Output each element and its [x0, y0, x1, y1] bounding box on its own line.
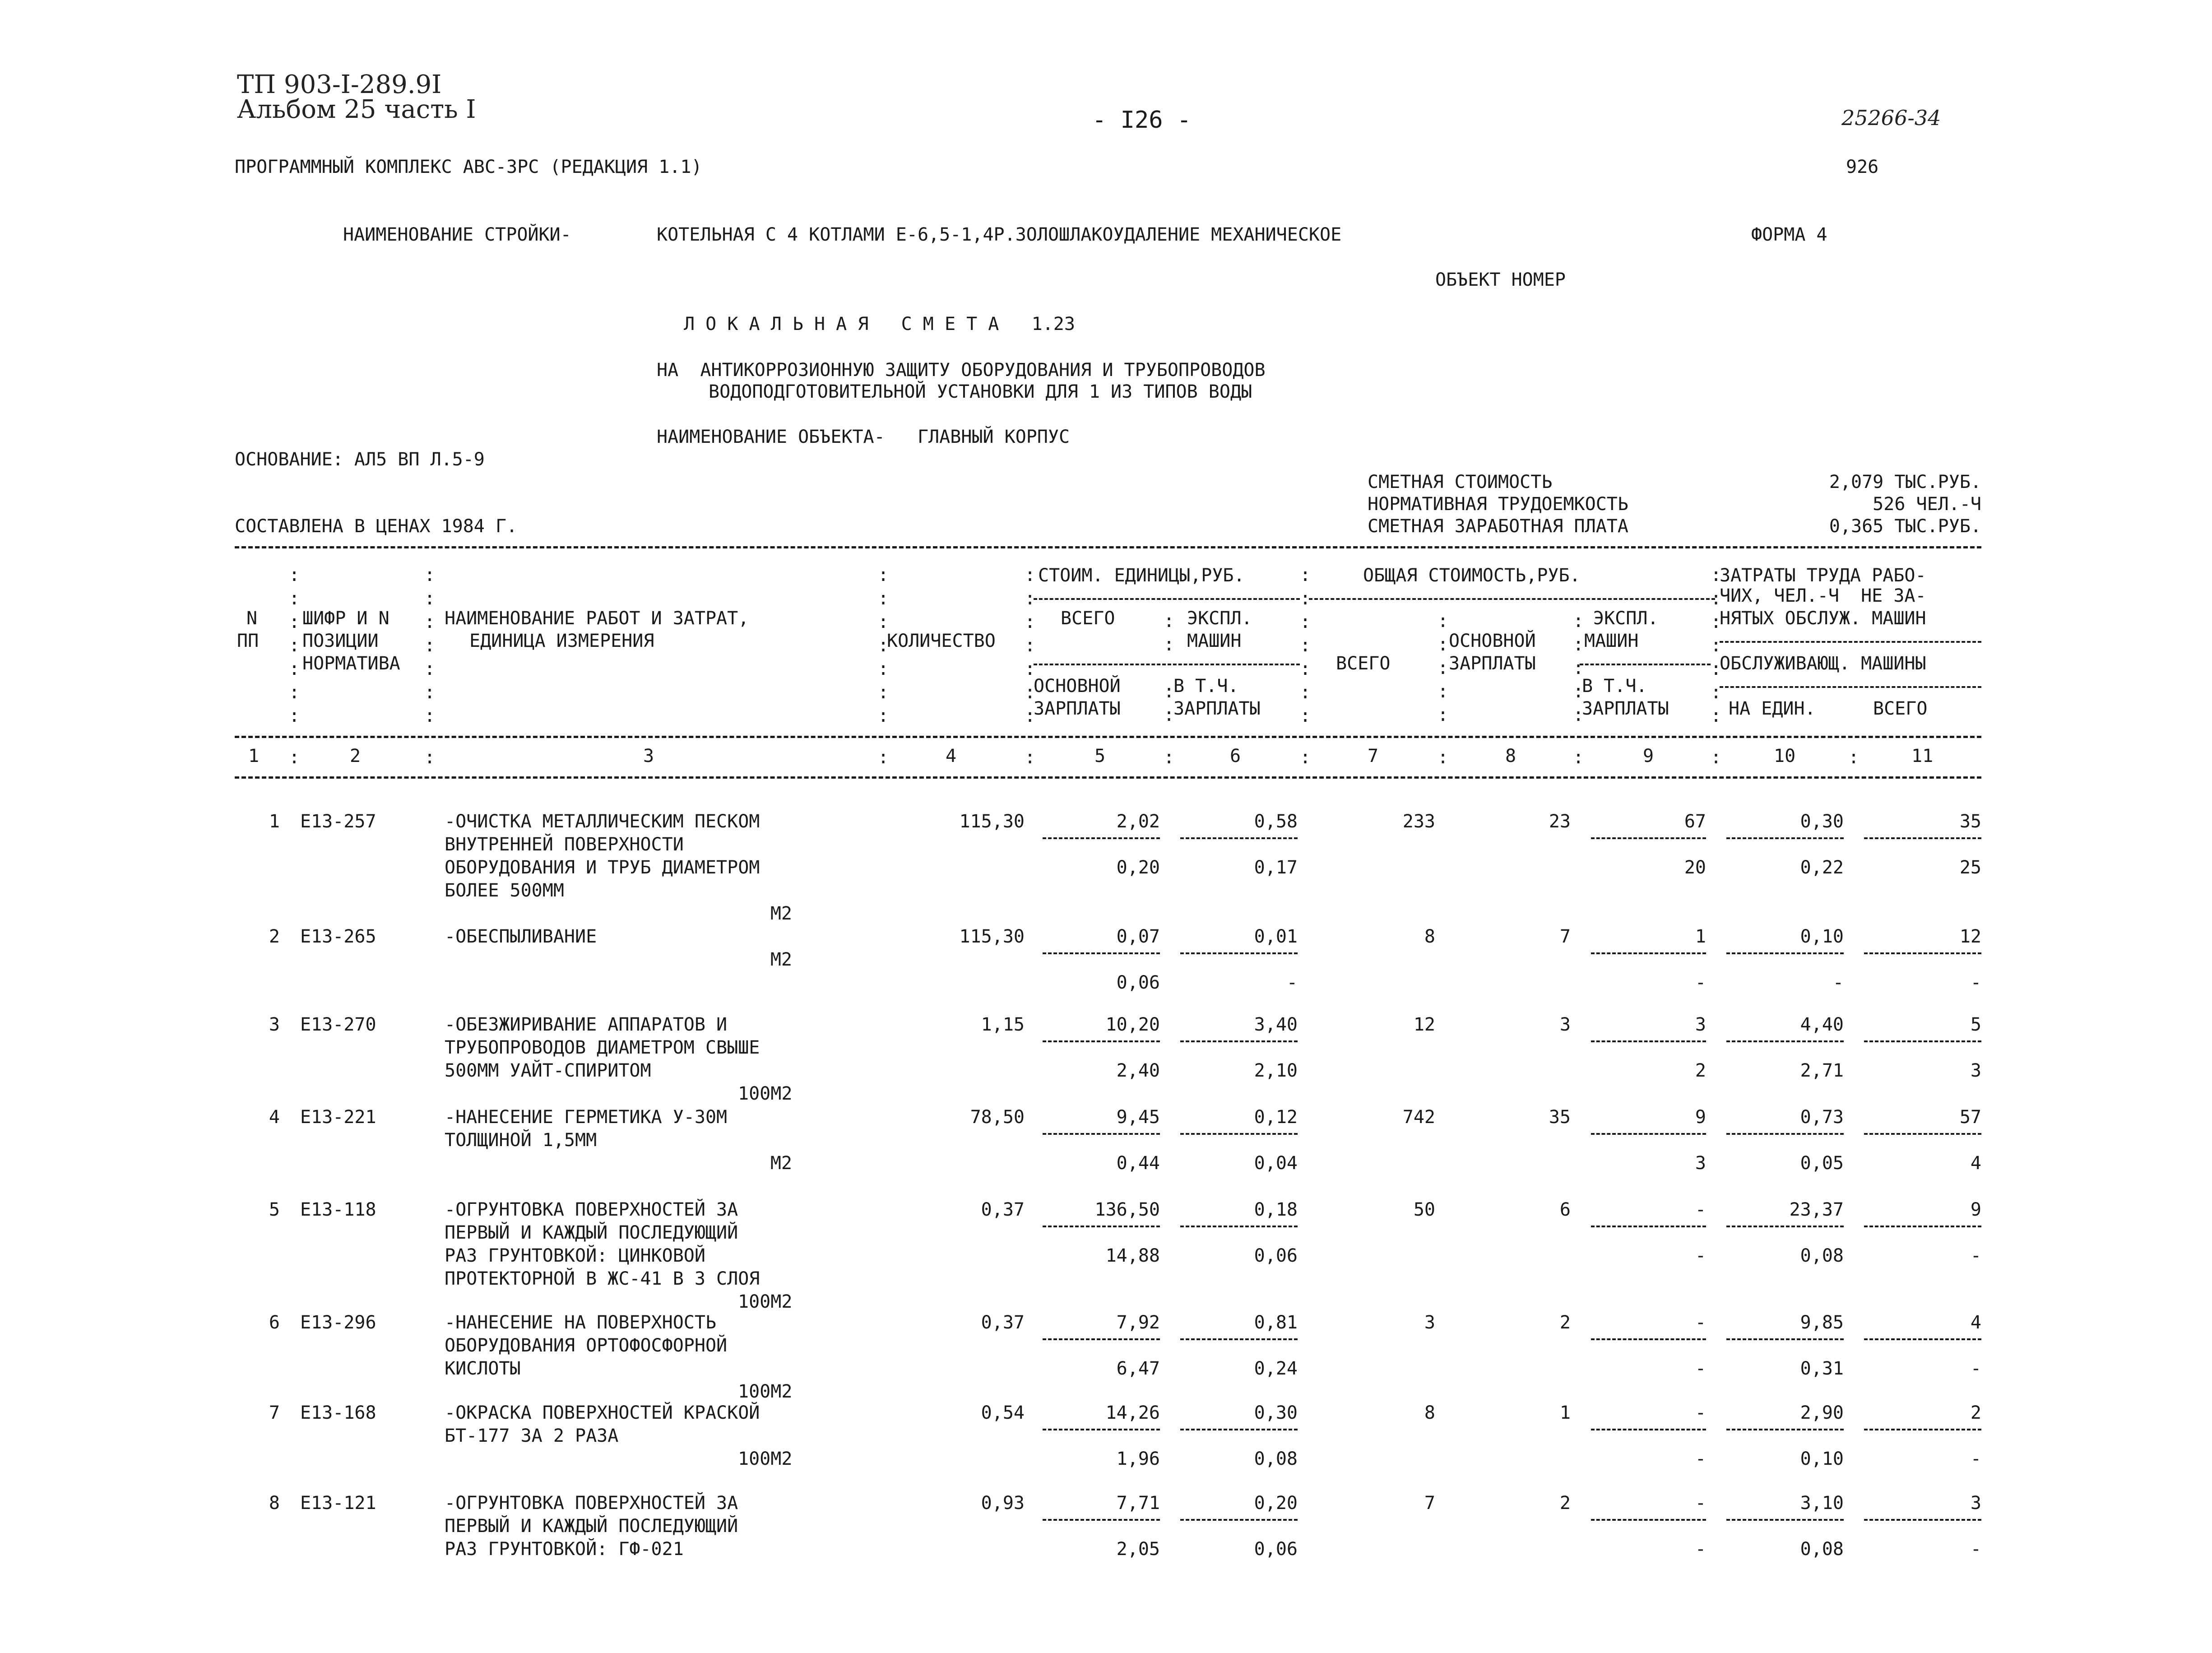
- row-unit: М2: [770, 949, 792, 970]
- row-cell-c6: 0,81: [1254, 1312, 1298, 1333]
- header-labor: ЗАТРАТЫ ТРУДА РАБО-: [1720, 565, 1926, 586]
- cell-divider: [1180, 952, 1298, 954]
- row-cell-c7: 12: [1413, 1014, 1435, 1035]
- column-separator: : : : : : : :: [424, 565, 436, 726]
- row-code: Е13-168: [300, 1402, 376, 1423]
- row-unit: 100М2: [738, 1381, 793, 1402]
- row-cell-c7: 8: [1424, 1402, 1435, 1423]
- cell-divider: [1726, 837, 1844, 839]
- header-quantity: КОЛИЧЕСТВО: [887, 631, 996, 651]
- row-name-line: КИСЛОТЫ: [445, 1358, 521, 1379]
- cell-divider: [1726, 1519, 1844, 1521]
- header-labor: ЧИХ, ЧЕЛ.-Ч НЕ ЗА-: [1720, 585, 1926, 606]
- header-unit-machine-wages: ЗАРПЛАТЫ: [1173, 698, 1261, 719]
- row-cell-c9-wages: -: [1695, 1449, 1706, 1469]
- row-cell-c6: 3,40: [1254, 1014, 1298, 1035]
- header-unit-total: ВСЕГО: [1061, 608, 1115, 629]
- row-cell-c11-maint: -: [1970, 1245, 1981, 1266]
- row-code: Е13-118: [300, 1199, 376, 1220]
- row-cell-c10: 0,10: [1800, 926, 1844, 947]
- cell-divider: [1180, 1040, 1298, 1042]
- header-unit-machine-wages: В Т.Ч.: [1173, 676, 1239, 696]
- cell-divider: [1180, 837, 1298, 839]
- row-cell-c5: 7,92: [1116, 1312, 1160, 1333]
- row-cell-c6: 0,18: [1254, 1199, 1298, 1220]
- cell-divider: [1591, 1519, 1706, 1521]
- row-number: 6: [269, 1312, 280, 1333]
- row-cell-c11-maint: -: [1970, 1449, 1981, 1469]
- column-number: 9: [1643, 746, 1654, 766]
- cell-divider: [1043, 1226, 1160, 1227]
- row-name-line: -ОБЕСПЫЛИВАНИЕ: [445, 926, 597, 947]
- rule: [1720, 641, 1981, 643]
- row-cell-c10: 4,40: [1800, 1014, 1844, 1035]
- row-cell-c9-wages: 2: [1695, 1060, 1706, 1081]
- row-cell-c11: 4: [1970, 1312, 1981, 1333]
- column-separator: : : : :: [1164, 611, 1175, 725]
- row-cell-c11: 35: [1959, 811, 1981, 832]
- row-code: Е13-121: [300, 1493, 376, 1514]
- summary-label-wages: СМЕТНАЯ ЗАРАБОТНАЯ ПЛАТА: [1368, 516, 1628, 537]
- row-name-line: ОБОРУДОВАНИЯ ОРТОФОСФОРНОЙ: [445, 1335, 728, 1356]
- header-labor: ОБСЛУЖИВАЮЩ. МАШИНЫ: [1720, 653, 1926, 674]
- column-separator: : : : : : : :: [878, 565, 889, 726]
- row-cell-c10-maint: 0,22: [1800, 857, 1844, 878]
- row-code: Е13-265: [300, 926, 376, 947]
- row-cell-c6-wages: 0,24: [1254, 1358, 1298, 1379]
- price-basis: СОСТАВЛЕНА В ЦЕНАХ 1984 Г.: [235, 516, 518, 537]
- object-name: НАИМЕНОВАНИЕ ОБЪЕКТА- ГЛАВНЫЙ КОРПУС: [657, 427, 1070, 447]
- header-total-cost: ОБЩАЯ СТОИМОСТЬ,РУБ.: [1363, 565, 1581, 586]
- cell-divider: [1864, 1429, 1981, 1430]
- row-cell-c11: 3: [1970, 1493, 1981, 1514]
- row-cell-c5-wages: 2,40: [1116, 1060, 1160, 1081]
- header-total-wages: ОСНОВНОЙ: [1449, 631, 1536, 651]
- row-name-line: РАЗ ГРУНТОВКОЙ: ЦИНКОВОЙ: [445, 1245, 705, 1266]
- summary-value-cost: 2,079 ТЫС.РУБ.: [1829, 472, 1981, 492]
- row-cell-c6: 0,01: [1254, 926, 1298, 947]
- row-unit: 100М2: [738, 1083, 793, 1104]
- row-cell-c6-wages: 0,06: [1254, 1245, 1298, 1266]
- row-cell-c6: 0,58: [1254, 811, 1298, 832]
- row-cell-c8: 35: [1549, 1107, 1571, 1128]
- row-cell-c9: -: [1695, 1199, 1706, 1220]
- row-cell-c5-wages: 0,44: [1116, 1153, 1160, 1174]
- program-name: ПРОГРАММНЫЙ КОМПЛЕКС АВС-3РС (РЕДАКЦИЯ 1.1): [235, 157, 702, 177]
- cell-divider: [1591, 1226, 1706, 1227]
- row-cell-c9: 67: [1684, 811, 1706, 832]
- cell-divider: [1864, 1040, 1981, 1042]
- row-name-line: 500ММ УАЙТ-СПИРИТОМ: [445, 1060, 651, 1081]
- row-cell-c10-maint: 0,10: [1800, 1449, 1844, 1469]
- row-cell-c6: 0,30: [1254, 1402, 1298, 1423]
- rule: [1580, 664, 1711, 665]
- row-cell-c6: 0,12: [1254, 1107, 1298, 1128]
- row-cell-c9: -: [1695, 1312, 1706, 1333]
- row-cell-c11-maint: -: [1970, 1358, 1981, 1379]
- header-total-machine-wages: ЗАРПЛАТЫ: [1582, 698, 1669, 719]
- cell-divider: [1180, 1133, 1298, 1135]
- row-cell-c10-maint: -: [1832, 972, 1844, 993]
- row-cell-c6-wages: 2,10: [1254, 1060, 1298, 1081]
- purpose-line-1: НА АНТИКОРРОЗИОННУЮ ЗАЩИТУ ОБОРУДОВАНИЯ И ТРУБОПРОВОДОВ: [657, 360, 1266, 381]
- cell-divider: [1043, 1429, 1160, 1430]
- row-cell-c5-wages: 6,47: [1116, 1358, 1160, 1379]
- row-name-line: -ОКРАСКА ПОВЕРХНОСТЕЙ КРАСКОЙ: [445, 1402, 760, 1423]
- row-cell-c7: 8: [1424, 926, 1435, 947]
- row-number: 4: [269, 1107, 280, 1128]
- row-cell-c7: 7: [1424, 1493, 1435, 1514]
- form-number: ФОРМА 4: [1751, 224, 1827, 245]
- cell-divider: [1864, 1133, 1981, 1135]
- row-cell-c6-wages: 0,08: [1254, 1449, 1298, 1469]
- row-cell-qty: 1,15: [981, 1014, 1025, 1035]
- row-cell-c11-maint: -: [1970, 972, 1981, 993]
- cell-divider: [1726, 1429, 1844, 1430]
- row-cell-c9: 9: [1695, 1107, 1706, 1128]
- column-number: 8: [1505, 746, 1516, 766]
- rule: [235, 736, 1981, 738]
- cell-divider: [1591, 837, 1706, 839]
- cell-divider: [1726, 1226, 1844, 1227]
- header-n: N: [246, 608, 258, 629]
- header-all: ВСЕГО: [1873, 698, 1928, 719]
- column-number: 11: [1911, 746, 1934, 766]
- row-cell-c5: 136,50: [1094, 1199, 1160, 1220]
- cell-divider: [1726, 1338, 1844, 1340]
- column-number: 5: [1094, 746, 1106, 766]
- row-cell-c6-wages: 0,06: [1254, 1539, 1298, 1560]
- row-cell-c5: 10,20: [1105, 1014, 1160, 1035]
- rule: [235, 776, 1981, 779]
- row-cell-c5: 9,45: [1116, 1107, 1160, 1128]
- column-separator: : : : : : : :: [1025, 565, 1036, 726]
- sheet-number: 926: [1846, 157, 1879, 177]
- row-cell-c9-wages: -: [1695, 1245, 1706, 1266]
- row-cell-c11: 57: [1959, 1107, 1981, 1128]
- summary-value-labor: 526 ЧЕЛ.-Ч: [1873, 494, 1981, 515]
- header-total-machine-wages: В Т.Ч.: [1582, 676, 1647, 696]
- row-cell-c7: 233: [1402, 811, 1435, 832]
- estimate-page: ТП 903-I-289.9I Альбом 25 часть I - I26 - 25266-34 ПРОГРАММНЫЙ КОМПЛЕКС АВС-3РС (РЕДАКЦИЯ 1.1) 926 НАИМЕНОВАНИЕ СТРОЙКИ- КОТЕЛЬНАЯ С 4 КОТЛАМИ Е-6,5-1,4Р.ЗОЛОШЛАКОУДАЛЕНИЕ МЕХАНИЧЕСКОЕ ФОРМА 4 ОБЪЕКТ НОМЕР Л О К А Л Ь Н А Я С М Е Т А 1.23 НА АНТИКОРРОЗИОННУЮ ЗАЩИТУ ОБОРУДОВАНИЯ И ТРУБОПРОВОДОВ ВОДОПОДГОТОВИТЕЛЬНОЙ УСТАНОВКИ ДЛЯ 1 ИЗ ТИПОВ ВОДЫ НАИМЕНОВАНИЕ ОБЪЕКТА- ГЛАВНЫЙ КОРПУС ОСНОВАНИЕ: АЛ5 ВП Л.5-9 СМЕТНАЯ СТОИМОСТЬ НОРМАТИВНАЯ ТРУДОЕМКОСТЬ СМЕТНАЯ ЗАРАБОТНАЯ ПЛАТА 2,079 ТЫС.РУБ. 526 ЧЕЛ.-Ч 0,365 ТЫС.РУБ. СОСТАВЛЕНА В ЦЕНАХ 1984 Г. : : : : : : : : : : : : : : : : : : : : : : : : : : : : : : : : : : : : : : : : : : : : : : : : : : : : : : : : N ПП ШИФР И N ПОЗИЦИИ НОРМАТИВА НАИМЕНОВАНИЕ РАБОТ И ЗАТРАТ, ЕДИНИЦА ИЗМЕРЕНИЯ КОЛИЧЕСТВО СТОИМ. ЕДИНИЦЫ,РУБ. ОБЩАЯ СТОИМОСТЬ,РУБ. ЗАТРАТЫ ТРУДА РАБО- ЧИХ, ЧЕЛ.-Ч НЕ ЗА- НЯТЫХ ОБСЛУЖ. МАШИН ОБСЛУЖИВАЮЩ. МАШИНЫ ВСЕГО ЭКСПЛ. МАШИН ОСНОВНОЙ ЗАРПЛАТЫ В Т.Ч. ЗАРПЛАТЫ ВСЕГО ОСНОВНОЙ ЗАРПЛАТЫ ЭКСПЛ. МАШИН В Т.Ч. ЗАРПЛАТЫ НА ЕДИН. ВСЕГО 1 2 3 4 5 6 7 8 9 10 11 : : : : : : : : : : 1 Е13-257 -ОЧИСТКА МЕТАЛЛИЧЕСКИМ ПЕСКОМ ВНУТРЕННЕЙ ПОВЕРХНОСТИ ОБОРУДОВАНИЯ И ТРУБ ДИАМЕТРОМ БОЛЕЕ 500ММ М2 115,30 2,02 0,58 233 23 67 0,30 35 0,20 0,17 20 0,22 25 2 Е13-265 -ОБЕСПЫЛИВАНИЕ М2 115,30 0,07 0,01 8 7 1 0,10 12 0,06 - - - - 3 Е13-270 -ОБЕЗЖИРИВАНИЕ АППАРАТОВ И ТРУБОПРОВОДОВ ДИАМЕТРОМ СВЫШЕ 500ММ УАЙТ-СПИРИТОМ 100М2 1,15 10,20 3,40 12 3 3 4,40 5 2,40 2,10 2 2,71 3 4 Е13-221 -НАНЕСЕНИЕ ГЕРМЕТИКА У-30М ТОЛЩИНОЙ 1,5ММ М2 78,50 9,45 0,12 742 35 9 0,73 57 0,44 0,04 3 0,05 4 5 Е13-118 -ОГРУНТОВКА ПОВЕРХНОСТЕЙ ЗА ПЕРВЫЙ И КАЖДЫЙ ПОСЛЕДУЮЩИЙ РАЗ ГРУНТОВКОЙ: ЦИНКОВОЙ ПРОТЕКТОРНОЙ В ЖС-41 В 3 СЛОЯ 100М2 0,37 136,50 0,18 50 6 - 23,37 9 14,88 0,06 - 0,08 - 6 Е13-296 -НАНЕСЕНИЕ НА ПОВЕРХНОСТЬ ОБОРУДОВАНИЯ ОРТОФОСФОРНОЙ КИСЛОТЫ 100М2 0,37 7,92 0,81 3 2 - 9,85 4 6,47 0,24 - 0,31 - 7 Е13-168 -ОКРАСКА ПОВЕРХНОСТЕЙ КРАСКОЙ БТ-177 ЗА 2 РАЗА 100М2 0,54 14,26 0,30 8 1 - 2,90 2 1,96 0,08 - 0,10 - 8 Е13-121 -ОГРУНТОВКА ПОВЕРХНОСТЕЙ ЗА ПЕРВЫЙ И КАЖДЫЙ ПОСЛЕДУЮЩИЙ РАЗ ГРУНТОВКОЙ: ГФ-021 0,93 7,71 0,20 7 2 - 3,10 3 2,05 0,06 - 0,08 -: [235, 70, 1981, 1560]
- row-cell-c5: 7,71: [1116, 1493, 1160, 1514]
- row-cell-qty: 0,93: [981, 1493, 1025, 1514]
- header-unit-wages: ОСНОВНОЙ: [1034, 676, 1121, 696]
- rule: [1034, 664, 1300, 665]
- row-name-line: ПРОТЕКТОРНОЙ В ЖС-41 В 3 СЛОЯ: [445, 1268, 760, 1289]
- document-code: 25266-34: [1841, 106, 1941, 130]
- row-cell-c9: 3: [1695, 1014, 1706, 1035]
- row-cell-c10: 0,30: [1800, 811, 1844, 832]
- cell-divider: [1043, 1519, 1160, 1521]
- row-cell-qty: 78,50: [970, 1107, 1025, 1128]
- row-unit: М2: [770, 903, 792, 924]
- album-part: Альбом 25 часть I: [237, 95, 476, 124]
- row-unit: 100М2: [738, 1449, 793, 1469]
- estimate-title: Л О К А Л Ь Н А Я С М Е Т А 1.23: [684, 314, 1075, 334]
- row-cell-c5: 2,02: [1116, 811, 1160, 832]
- column-number: 2: [350, 746, 361, 766]
- cell-divider: [1043, 1338, 1160, 1340]
- row-name-line: ПЕРВЫЙ И КАЖДЫЙ ПОСЛЕДУЮЩИЙ: [445, 1222, 738, 1243]
- row-cell-c11-maint: 4: [1970, 1153, 1981, 1174]
- row-cell-c9: -: [1695, 1402, 1706, 1423]
- row-name-line: ТРУБОПРОВОДОВ ДИАМЕТРОМ СВЫШЕ: [445, 1037, 760, 1058]
- row-cell-c10-maint: 0,05: [1800, 1153, 1844, 1174]
- row-cell-c10: 3,10: [1800, 1493, 1844, 1514]
- row-cell-c5: 14,26: [1105, 1402, 1160, 1423]
- row-cell-c9-wages: 3: [1695, 1153, 1706, 1174]
- basis: ОСНОВАНИЕ: АЛ5 ВП Л.5-9: [235, 449, 485, 470]
- row-cell-c11: 2: [1970, 1402, 1981, 1423]
- row-cell-c5-wages: 14,88: [1105, 1245, 1160, 1266]
- row-cell-c5-wages: 1,96: [1116, 1449, 1160, 1469]
- cell-divider: [1591, 1429, 1706, 1430]
- cell-divider: [1180, 1519, 1298, 1521]
- header-total-wages: ЗАРПЛАТЫ: [1449, 653, 1536, 674]
- row-cell-c8: 7: [1559, 926, 1571, 947]
- cell-divider: [1864, 837, 1981, 839]
- rule: [1720, 686, 1981, 688]
- row-code: Е13-270: [300, 1014, 376, 1035]
- row-cell-c7: 742: [1402, 1107, 1435, 1128]
- cell-divider: [1043, 952, 1160, 954]
- row-cell-c6-wages: 0,04: [1254, 1153, 1298, 1174]
- header-unit-wages: ЗАРПЛАТЫ: [1034, 698, 1121, 719]
- row-cell-c8: 23: [1549, 811, 1571, 832]
- row-cell-c10-maint: 0,31: [1800, 1358, 1844, 1379]
- cell-divider: [1180, 1226, 1298, 1227]
- object-number: ОБЪЕКТ НОМЕР: [1435, 269, 1566, 290]
- column-number: 3: [643, 746, 654, 766]
- header-total-machines: ЭКСПЛ.: [1593, 608, 1659, 629]
- row-cell-qty: 0,37: [981, 1312, 1025, 1333]
- row-cell-c6-wages: 0,17: [1254, 857, 1298, 878]
- tp-number: ТП 903-I-289.9I: [237, 70, 442, 99]
- row-number: 7: [269, 1402, 280, 1423]
- header-code: НОРМАТИВА: [302, 653, 400, 674]
- row-cell-c10-maint: 0,08: [1800, 1245, 1844, 1266]
- row-cell-c9-wages: 20: [1684, 857, 1706, 878]
- row-number: 1: [269, 811, 280, 832]
- row-name-line: -ОГРУНТОВКА ПОВЕРХНОСТЕЙ ЗА: [445, 1493, 738, 1514]
- header-unit-cost: СТОИМ. ЕДИНИЦЫ,РУБ.: [1038, 565, 1245, 586]
- column-number: 6: [1230, 746, 1241, 766]
- header-total-machines: МАШИН: [1584, 631, 1639, 651]
- row-cell-c11: 9: [1970, 1199, 1981, 1220]
- row-cell-qty: 0,54: [981, 1402, 1025, 1423]
- header-name: НАИМЕНОВАНИЕ РАБОТ И ЗАТРАТ,: [445, 608, 749, 629]
- row-name-line: -ОБЕЗЖИРИВАНИЕ АППАРАТОВ И: [445, 1014, 728, 1035]
- rule: [1034, 598, 1300, 600]
- row-cell-c6: 0,20: [1254, 1493, 1298, 1514]
- row-cell-c9: -: [1695, 1493, 1706, 1514]
- header-unit-machines: МАШИН: [1187, 631, 1242, 651]
- cell-divider: [1591, 952, 1706, 954]
- cell-divider: [1043, 837, 1160, 839]
- row-cell-c11-maint: -: [1970, 1539, 1981, 1560]
- row-cell-c5-wages: 0,06: [1116, 972, 1160, 993]
- header-labor: НЯТЫХ ОБСЛУЖ. МАШИН: [1720, 608, 1926, 629]
- row-cell-c11: 12: [1959, 926, 1981, 947]
- construction-label: НАИМЕНОВАНИЕ СТРОЙКИ-: [343, 224, 571, 245]
- cell-divider: [1726, 952, 1844, 954]
- row-cell-c9-wages: -: [1695, 1358, 1706, 1379]
- column-separator: : : : : : : :: [1711, 565, 1722, 726]
- row-cell-c10: 0,73: [1800, 1107, 1844, 1128]
- cell-divider: [1726, 1040, 1844, 1042]
- cell-divider: [1864, 1226, 1981, 1227]
- column-separator: : : : : : : :: [1300, 565, 1311, 726]
- row-name-line: -НАНЕСЕНИЕ НА ПОВЕРХНОСТЬ: [445, 1312, 717, 1333]
- row-code: Е13-257: [300, 811, 376, 832]
- row-name-line: ПЕРВЫЙ И КАЖДЫЙ ПОСЛЕДУЮЩИЙ: [445, 1516, 738, 1537]
- column-number: 1: [248, 746, 260, 766]
- cell-divider: [1591, 1040, 1706, 1042]
- row-cell-c11: 5: [1970, 1014, 1981, 1035]
- row-name-line: РАЗ ГРУНТОВКОЙ: ГФ-021: [445, 1539, 684, 1560]
- row-cell-qty: 0,37: [981, 1199, 1025, 1220]
- row-unit: М2: [770, 1153, 792, 1174]
- header-name: ЕДИНИЦА ИЗМЕРЕНИЯ: [469, 631, 654, 651]
- header-unit-machines: ЭКСПЛ.: [1187, 608, 1252, 629]
- cell-divider: [1864, 1519, 1981, 1521]
- row-unit: 100М2: [738, 1291, 793, 1312]
- row-name-line: -ОГРУНТОВКА ПОВЕРХНОСТЕЙ ЗА: [445, 1199, 738, 1220]
- summary-label-labor: НОРМАТИВНАЯ ТРУДОЕМКОСТЬ: [1368, 494, 1628, 515]
- column-number: 4: [946, 746, 957, 766]
- row-cell-c7: 3: [1424, 1312, 1435, 1333]
- header-per-unit: НА ЕДИН.: [1729, 698, 1816, 719]
- column-separator: : : : : : : :: [289, 565, 300, 726]
- header-code: ПОЗИЦИИ: [302, 631, 379, 651]
- row-number: 2: [269, 926, 280, 947]
- row-number: 3: [269, 1014, 280, 1035]
- row-cell-qty: 115,30: [959, 926, 1025, 947]
- row-name-line: ТОЛЩИНОЙ 1,5ММ: [445, 1130, 597, 1151]
- row-cell-c8: 3: [1559, 1014, 1571, 1035]
- purpose-line-2: ВОДОПОДГОТОВИТЕЛЬНОЙ УСТАНОВКИ ДЛЯ 1 ИЗ ТИПОВ ВОДЫ: [709, 381, 1252, 402]
- row-cell-c7: 50: [1413, 1199, 1435, 1220]
- header-total: ВСЕГО: [1336, 653, 1391, 674]
- row-cell-c10: 9,85: [1800, 1312, 1844, 1333]
- cell-divider: [1043, 1040, 1160, 1042]
- column-separator: : : : : :: [1573, 611, 1584, 725]
- cell-divider: [1726, 1133, 1844, 1135]
- row-cell-c8: 1: [1559, 1402, 1571, 1423]
- row-cell-c5: 0,07: [1116, 926, 1160, 947]
- row-cell-c8: 6: [1559, 1199, 1571, 1220]
- row-cell-c6-wages: -: [1286, 972, 1298, 993]
- cell-divider: [1591, 1133, 1706, 1135]
- row-cell-c10-maint: 0,08: [1800, 1539, 1844, 1560]
- cell-divider: [1180, 1338, 1298, 1340]
- column-number: 7: [1368, 746, 1379, 766]
- row-name-line: -НАНЕСЕНИЕ ГЕРМЕТИКА У-30М: [445, 1107, 728, 1128]
- construction-value: КОТЕЛЬНАЯ С 4 КОТЛАМИ Е-6,5-1,4Р.ЗОЛОШЛАКОУДАЛЕНИЕ МЕХАНИЧЕСКОЕ: [657, 224, 1342, 245]
- row-number: 5: [269, 1199, 280, 1220]
- rule: [235, 546, 1981, 548]
- row-name-line: БТ-177 ЗА 2 РАЗА: [445, 1425, 619, 1446]
- cell-divider: [1864, 1338, 1981, 1340]
- header-code: ШИФР И N: [302, 608, 390, 629]
- column-separator: : : : : :: [1438, 611, 1449, 725]
- row-cell-c5-wages: 0,20: [1116, 857, 1160, 878]
- row-cell-c9-wages: -: [1695, 1539, 1706, 1560]
- cell-divider: [1180, 1429, 1298, 1430]
- row-cell-c8: 2: [1559, 1312, 1571, 1333]
- row-cell-c10: 2,90: [1800, 1402, 1844, 1423]
- row-code: Е13-221: [300, 1107, 376, 1128]
- row-cell-c9: 1: [1695, 926, 1706, 947]
- row-number: 8: [269, 1493, 280, 1514]
- row-cell-c10-maint: 2,71: [1800, 1060, 1844, 1081]
- rule: [1309, 598, 1715, 600]
- row-name-line: -ОЧИСТКА МЕТАЛЛИЧЕСКИМ ПЕСКОМ: [445, 811, 760, 832]
- header-n: ПП: [237, 631, 259, 651]
- row-cell-c8: 2: [1559, 1493, 1571, 1514]
- row-cell-c11-maint: 25: [1959, 857, 1981, 878]
- row-code: Е13-296: [300, 1312, 376, 1333]
- row-cell-qty: 115,30: [959, 811, 1025, 832]
- cell-divider: [1043, 1133, 1160, 1135]
- row-cell-c5-wages: 2,05: [1116, 1539, 1160, 1560]
- page-number: - I26 -: [1092, 107, 1192, 134]
- row-cell-c10: 23,37: [1789, 1199, 1844, 1220]
- cell-divider: [1864, 952, 1981, 954]
- row-cell-c9-wages: -: [1695, 972, 1706, 993]
- row-name-line: ВНУТРЕННЕЙ ПОВЕРХНОСТИ: [445, 834, 684, 855]
- row-cell-c11-maint: 3: [1970, 1060, 1981, 1081]
- summary-value-wages: 0,365 ТЫС.РУБ.: [1829, 516, 1981, 537]
- column-number: 10: [1774, 746, 1796, 766]
- row-name-line: ОБОРУДОВАНИЯ И ТРУБ ДИАМЕТРОМ: [445, 857, 760, 878]
- row-name-line: БОЛЕЕ 500ММ: [445, 880, 564, 901]
- cell-divider: [1591, 1338, 1706, 1340]
- summary-label-cost: СМЕТНАЯ СТОИМОСТЬ: [1368, 472, 1553, 492]
